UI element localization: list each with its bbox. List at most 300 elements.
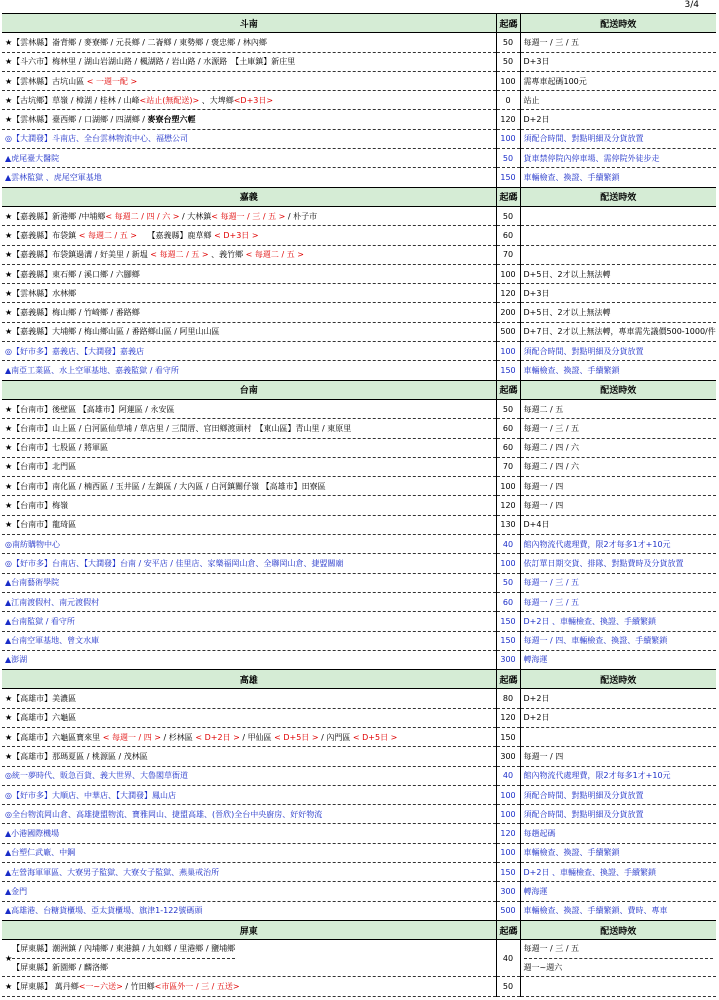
area-text: 【古坑鄉】草嶺 / 樟湖 / 桂林 / 山峰 [12, 95, 140, 105]
area-cell [2, 52, 496, 71]
delivery-table [2, 13, 716, 997]
area-text: 麥寮台塑六輕 [147, 115, 196, 125]
area-cell [2, 361, 496, 380]
area-cell [2, 226, 496, 245]
qty-cell: 100 [496, 843, 520, 862]
qty-cell: 300 [496, 882, 520, 901]
time-cell: 須配合時間、對點明細及分貨放置 [520, 785, 716, 804]
qty-cell: 500 [496, 322, 520, 341]
qty-cell: 100 [496, 785, 520, 804]
qty-header: 起碼 [496, 670, 520, 689]
area-cell [2, 457, 496, 476]
time-cell: D+3日 [520, 52, 716, 71]
area-cell [2, 650, 496, 669]
row-mark-icon: ◎ [5, 809, 12, 819]
section-header [2, 920, 716, 939]
area-cell [2, 399, 496, 418]
row-mark-icon: ★ [5, 520, 13, 530]
area-text: 【高雄市】那瑪夏區 / 桃源區 / 茂林區 [12, 751, 148, 761]
row-mark-icon: ▲ [5, 887, 12, 896]
table-row [2, 361, 716, 380]
qty-cell: 40 [496, 940, 520, 977]
area-cell [2, 149, 496, 168]
table-row [2, 284, 716, 303]
row-mark-icon: ▲ [5, 829, 12, 839]
row-mark-icon: ★ [5, 308, 13, 318]
area-text: 台南藝術學院 [11, 578, 60, 588]
qty-cell: 500 [496, 901, 520, 920]
time-header: 配送時效 [520, 14, 716, 33]
area-text: 台南監獄 / 看守所 [11, 616, 75, 626]
row-mark-icon: ◎ [5, 346, 12, 356]
area-text: 【屏東縣】 萬丹鄉 [12, 981, 79, 991]
qty-cell: 100 [496, 805, 520, 824]
area-cell [2, 805, 496, 824]
row-mark-icon: ★ [5, 95, 13, 105]
table-row [2, 727, 716, 746]
time-cell [520, 727, 716, 746]
qty-cell: 200 [496, 303, 520, 322]
qty-cell: 100 [496, 554, 520, 573]
qty-cell: 50 [496, 149, 520, 168]
table-row [2, 843, 716, 862]
qty-cell: 50 [496, 977, 520, 996]
row-mark-icon: ★ [5, 423, 13, 433]
area-text: 【台南市】梅嶺 [12, 501, 69, 511]
qty-cell: 120 [496, 284, 520, 303]
area-text: / 杉林區 [161, 732, 196, 742]
area-cell [2, 824, 496, 843]
area-text: 【台南市】七股區 / 將軍區 [12, 443, 108, 453]
qty-cell: 80 [496, 689, 520, 708]
area-cell [2, 747, 496, 766]
table-row [2, 496, 716, 515]
time-cell: D+2日 [520, 110, 716, 129]
area-text: 【屏東縣】潮洲鎮 / 內埔鄉 / 東港鎮 / 九如鄉 / 里港鄉 / 鹽埔鄉 [12, 940, 235, 959]
area-cell [2, 264, 496, 283]
area-text: 【台南市】龍琦區 [12, 520, 77, 530]
time-header: 配送時效 [520, 380, 716, 399]
row-mark-icon: ★ [5, 211, 13, 221]
time-cell: 每週一 / 四 [520, 747, 716, 766]
area-text: 【好市多】大順店、中華店、【大潤發】鳳山店 [11, 790, 176, 800]
area-text: 【嘉義縣】布袋鎮 [12, 230, 79, 240]
qty-cell: 100 [496, 342, 520, 361]
table-row [2, 226, 716, 245]
row-mark-icon: ◎ [5, 134, 12, 144]
row-mark-icon: ★ [5, 57, 13, 67]
section-title: 台南 [2, 380, 496, 399]
qty-cell: 100 [496, 71, 520, 90]
time-cell: D+2日 [520, 689, 716, 708]
table-row [2, 747, 716, 766]
row-mark-icon: ★ [5, 481, 13, 491]
row-mark-icon: ★ [5, 751, 13, 761]
time-cell: 須配合時間、對點明細及分貨放置 [520, 129, 716, 148]
area-cell [2, 708, 496, 727]
qty-header: 起碼 [496, 380, 520, 399]
area-text: 【好市多】嘉義店、【大潤發】嘉義店 [11, 346, 144, 356]
row-mark-icon: ▲ [5, 153, 12, 163]
area-text: 統一夢時代、販急百貨、義大世界、大魯閣草衙道 [11, 771, 188, 781]
schedule-note: < 每週一 / 四 > [102, 732, 161, 742]
section-title: 屏東 [2, 920, 496, 939]
area-text: 【高雄市】六龜區 [12, 713, 77, 723]
table-row [2, 901, 716, 920]
schedule-note: < 一週一配 > [86, 76, 138, 86]
area-cell [2, 477, 496, 496]
table-row [2, 977, 716, 996]
time-text: 每週一 / 三 / 五 [524, 940, 714, 959]
table-row [2, 824, 716, 843]
area-text: 【屏東縣】新園鄉 / 麟洛鄉 [12, 963, 108, 973]
schedule-note: <D+3日> [233, 95, 274, 105]
qty-cell: 0 [496, 91, 520, 110]
qty-cell: 70 [496, 245, 520, 264]
table-row [2, 71, 716, 90]
time-cell: D+4日 [520, 515, 716, 534]
time-cell: 依訂單日期交貨、排隊、對點費時及分貨放置 [520, 554, 716, 573]
area-text: 金門 [11, 887, 28, 896]
table-row [2, 33, 716, 52]
row-mark-icon: ★ [5, 732, 13, 742]
area-cell [2, 129, 496, 148]
table-row [2, 129, 716, 148]
area-text: 南亞工業區、水上空軍基地、嘉義監獄 / 看守所 [11, 365, 179, 375]
table-row [2, 322, 716, 341]
time-cell [520, 977, 716, 996]
time-cell: D+7日、2才以上無法轉，專車需先議價500-1000/件 [520, 322, 716, 341]
qty-cell: 300 [496, 650, 520, 669]
row-mark-icon: ★ [5, 76, 13, 86]
area-text: 【高雄市】美濃區 [12, 694, 77, 704]
time-cell: 車輛檢查、換證、手續繁鎖、費時、專車 [520, 901, 716, 920]
area-cell [2, 71, 496, 90]
qty-cell: 50 [496, 399, 520, 418]
section-header [2, 14, 716, 33]
qty-cell: 60 [496, 419, 520, 438]
table-row [2, 631, 716, 650]
area-cell [2, 901, 496, 920]
time-cell [520, 226, 716, 245]
table-row [2, 342, 716, 361]
area-text: / 甲仙區 [239, 732, 275, 742]
row-mark-icon: ★ [5, 37, 13, 47]
row-mark-icon: ▲ [5, 365, 12, 375]
area-text: 【嘉義縣】布袋鎮過溝 / 好美里 / 新塭 [12, 250, 151, 260]
time-cell: 館內物流代處理費，限2才每多1才+10元 [520, 535, 716, 554]
row-mark-icon: ★ [5, 115, 13, 125]
row-mark-icon: ★ [5, 404, 13, 414]
time-header: 配送時效 [520, 920, 716, 939]
area-cell [2, 110, 496, 129]
time-cell: 每週二 / 五 [520, 399, 716, 418]
area-text: 【嘉義縣】大埔鄉 / 梅山鄉山區 / 番路鄉山區 / 阿里山山區 [12, 327, 220, 337]
time-cell: 每週二 / 四 / 六 [520, 457, 716, 476]
area-text: 小港國際機場 [11, 829, 60, 839]
section-header [2, 670, 716, 689]
area-text: 【斗六市】梅林里 / 湖山岩湖山路 / 楓湖路 / 岩山路 / 水源路 【土庫鎮】新庄里 [12, 57, 296, 67]
time-header: 配送時效 [520, 670, 716, 689]
area-cell [2, 535, 496, 554]
area-cell [2, 91, 496, 110]
qty-cell: 150 [496, 727, 520, 746]
area-text: 【台南市】南化區 / 楠西區 / 玉井區 / 左鎮區 / 大內區 / 白河鎮關仔嶺 【高雄市】田寮區 [12, 481, 326, 491]
area-text: 南紡購物中心 [11, 539, 60, 549]
area-cell [2, 168, 496, 187]
area-cell [2, 631, 496, 650]
time-header: 配送時效 [520, 187, 716, 206]
section-header [2, 187, 716, 206]
table-row [2, 52, 716, 71]
time-cell [520, 940, 716, 977]
schedule-note: <市區外一 / 三 / 五送> [154, 981, 240, 991]
time-cell: 每週一 / 三 / 五 [520, 419, 716, 438]
schedule-note: < 每週二 / 五 > [78, 230, 137, 240]
area-cell [2, 496, 496, 515]
row-mark-icon: ★ [5, 694, 13, 704]
qty-cell: 50 [496, 33, 520, 52]
schedule-note: < 每週二 / 四 / 六 > [105, 211, 180, 221]
row-mark-icon: ★ [5, 953, 13, 963]
row-mark-icon: ▲ [5, 597, 12, 607]
area-text: 澎湖 [11, 655, 28, 665]
time-cell: D+2日 、車輛檢查、換證、手續繁鎖 [520, 612, 716, 631]
section-header [2, 380, 716, 399]
area-text: / 大林鎮 [179, 211, 212, 221]
area-cell [2, 940, 496, 977]
time-cell: D+3日 [520, 284, 716, 303]
row-mark-icon: ★ [5, 327, 13, 337]
time-cell: 每週一 / 四、車輛檢查、換證、手續繁鎖 [520, 631, 716, 650]
schedule-note: <站止(無配送)> [139, 95, 200, 105]
area-cell [2, 284, 496, 303]
row-mark-icon: ◎ [5, 771, 12, 781]
table-row [2, 264, 716, 283]
qty-cell: 130 [496, 515, 520, 534]
time-cell: 須配合時間、對點明細及分貨放置 [520, 805, 716, 824]
area-cell [2, 573, 496, 592]
row-mark-icon: ◎ [5, 558, 12, 568]
area-cell [2, 727, 496, 746]
area-text: 、大埤鄉 [199, 95, 234, 105]
area-text: 【雲林縣】古坑山區 [12, 76, 87, 86]
area-text: 【嘉義縣】鹿草鄉 [137, 230, 215, 240]
qty-cell: 60 [496, 226, 520, 245]
area-text: 【台南市】山上區 / 白河區仙草埔 / 草店里 / 三間厝、官田鄉渡頭村 【東山區】青山里 / 東原里 [12, 423, 352, 433]
table-row [2, 457, 716, 476]
time-cell: 站止 [520, 91, 716, 110]
schedule-note: < D+3日 > [214, 230, 259, 240]
row-mark-icon: ★ [5, 288, 13, 298]
area-text: / 竹田鄉 [122, 981, 155, 991]
section-title: 高雄 [2, 670, 496, 689]
row-mark-icon: ★ [5, 981, 13, 991]
qty-cell: 120 [496, 496, 520, 515]
area-text: 台塑仁武廠、中鋼 [11, 848, 76, 858]
area-text: 【台南市】北門區 [12, 462, 77, 472]
area-cell [2, 33, 496, 52]
area-text: 【高雄市】六龜區寶來里 [12, 732, 103, 742]
row-mark-icon: ★ [5, 443, 13, 453]
qty-cell: 150 [496, 361, 520, 380]
row-mark-icon: ★ [5, 501, 13, 511]
time-cell: 每週一 / 四 [520, 477, 716, 496]
row-mark-icon: ★ [5, 713, 13, 723]
qty-cell: 100 [496, 477, 520, 496]
area-text: 江南渡假村、南元渡假村 [11, 597, 100, 607]
time-cell: 轉海運 [520, 650, 716, 669]
time-cell: 每週一 / 四 [520, 496, 716, 515]
table-row [2, 110, 716, 129]
row-mark-icon: ★ [5, 462, 13, 472]
qty-cell: 70 [496, 457, 520, 476]
table-row [2, 206, 716, 225]
table-row [2, 303, 716, 322]
qty-cell: 120 [496, 708, 520, 727]
area-cell [2, 438, 496, 457]
qty-cell: 120 [496, 110, 520, 129]
area-cell [2, 612, 496, 631]
time-cell: 每週一 / 三 / 五 [520, 592, 716, 611]
schedule-note: < D+2日 > [195, 732, 240, 742]
time-cell: 每週一 / 三 / 五 [520, 573, 716, 592]
area-text: 【台南市】後壁區 【高雄市】阿蓮區 / 永安區 [12, 404, 175, 414]
page-number: 3/4 [684, 0, 699, 10]
time-cell: 館內物流代處理費，限2才每多1才+10元 [520, 766, 716, 785]
time-cell: 每週二 / 四 / 六 [520, 438, 716, 457]
time-cell: 每趟起碼 [520, 824, 716, 843]
area-text: 【好市多】台南店、【大潤發】台南 / 安平店 / 佳里店、家樂福岡山倉、全聯岡山倉、捷盟關廟 [11, 558, 344, 568]
area-cell [2, 342, 496, 361]
qty-cell: 50 [496, 52, 520, 71]
area-cell [2, 303, 496, 322]
area-cell [2, 863, 496, 882]
schedule-note: <一~六送> [78, 981, 123, 991]
table-row [2, 399, 716, 418]
row-mark-icon: ▲ [5, 616, 12, 626]
section-title: 嘉義 [2, 187, 496, 206]
qty-cell: 150 [496, 168, 520, 187]
table-row [2, 785, 716, 804]
time-cell: 需專車起碼100元 [520, 71, 716, 90]
time-cell: 須配合時間、對點明細及分貨放置 [520, 342, 716, 361]
qty-cell: 120 [496, 824, 520, 843]
area-cell [2, 843, 496, 862]
row-mark-icon: ★ [5, 250, 13, 260]
time-cell: D+2日 、車輛檢查、換證、手續繁鎖 [520, 863, 716, 882]
time-cell: 貨車禁停院內停車場、需停院外徒步走 [520, 149, 716, 168]
qty-cell: 40 [496, 766, 520, 785]
table-row [2, 419, 716, 438]
area-cell [2, 766, 496, 785]
time-cell: D+5日、2才以上無法轉 [520, 264, 716, 283]
table-row [2, 708, 716, 727]
area-cell [2, 515, 496, 534]
row-mark-icon: ▲ [5, 636, 12, 646]
table-row [2, 940, 716, 977]
table-row [2, 535, 716, 554]
time-cell: 車輛檢查、換證、手續繁鎖 [520, 361, 716, 380]
area-lines [12, 940, 235, 976]
table-row [2, 515, 716, 534]
area-cell [2, 689, 496, 708]
table-row [2, 438, 716, 457]
table-row [2, 882, 716, 901]
qty-cell: 50 [496, 573, 520, 592]
qty-cell: 150 [496, 612, 520, 631]
area-text: 虎尾臺大醫院 [11, 153, 60, 163]
area-text: / 內門區 [318, 732, 353, 742]
area-text: 高雄港、台糖貨櫃場、亞太貨櫃場、旗津1-122號碼頭 [11, 906, 203, 916]
schedule-note: < 每週二 / 五 > [150, 250, 209, 260]
area-text: 全台物流岡山倉、高雄捷盟物流、寶雅岡山、捷盟高雄、(晉欣)全台中央廚房、好好物流 [11, 809, 323, 819]
row-mark-icon: ◎ [5, 539, 12, 549]
qty-cell: 100 [496, 264, 520, 283]
table-row [2, 149, 716, 168]
area-text: 【雲林縣】臺西鄉 / 口湖鄉 / 四湖鄉 / [12, 115, 148, 125]
qty-cell: 60 [496, 438, 520, 457]
row-mark-icon: ▲ [5, 848, 12, 858]
time-cell [520, 206, 716, 225]
time-cell: 車輛檢查、換證、手續繁鎖 [520, 168, 716, 187]
table-row [2, 650, 716, 669]
area-cell [2, 977, 496, 996]
area-cell [2, 206, 496, 225]
table-row [2, 554, 716, 573]
schedule-note: < D+5日 > [352, 732, 398, 742]
area-text: 【嘉義縣】東石鄉 / 溪口鄉 / 六腳鄉 [12, 269, 140, 279]
time-cell [520, 245, 716, 264]
area-cell [2, 245, 496, 264]
row-mark-icon: ★ [5, 230, 13, 240]
row-mark-icon: ◎ [5, 790, 12, 800]
qty-cell: 40 [496, 535, 520, 554]
time-cell: D+5日、2才以上無法轉 [520, 303, 716, 322]
qty-header: 起碼 [496, 187, 520, 206]
area-text: 台南空軍基地、曾文水庫 [11, 636, 100, 646]
area-cell [2, 322, 496, 341]
row-mark-icon: ▲ [5, 173, 12, 183]
table-row [2, 592, 716, 611]
qty-cell: 50 [496, 206, 520, 225]
table-row [2, 766, 716, 785]
row-mark-icon: ★ [5, 269, 13, 279]
area-cell [2, 785, 496, 804]
time-cell: 每週一 / 三 / 五 [520, 33, 716, 52]
area-text: / 朴子市 [285, 211, 318, 221]
table-row [2, 168, 716, 187]
schedule-note: < D+5日 > [274, 732, 319, 742]
time-text: 週一~週六 [523, 963, 563, 973]
section-title: 斗南 [2, 14, 496, 33]
schedule-note: < 每週一 / 三 / 五 > [211, 211, 286, 221]
row-mark-icon: ▲ [5, 906, 12, 916]
time-cell: D+2日 [520, 708, 716, 727]
table-row [2, 245, 716, 264]
qty-cell: 300 [496, 747, 520, 766]
area-text: 【嘉義縣】新港鄉 /中埔鄉 [12, 211, 106, 221]
time-cell: 車輛檢查、換證、手續繁鎖 [520, 843, 716, 862]
area-cell [2, 554, 496, 573]
qty-header: 起碼 [496, 14, 520, 33]
area-cell [2, 592, 496, 611]
row-mark-icon: ▲ [5, 867, 12, 877]
qty-header: 起碼 [496, 920, 520, 939]
qty-cell: 150 [496, 863, 520, 882]
table-row [2, 863, 716, 882]
table-row [2, 573, 716, 592]
